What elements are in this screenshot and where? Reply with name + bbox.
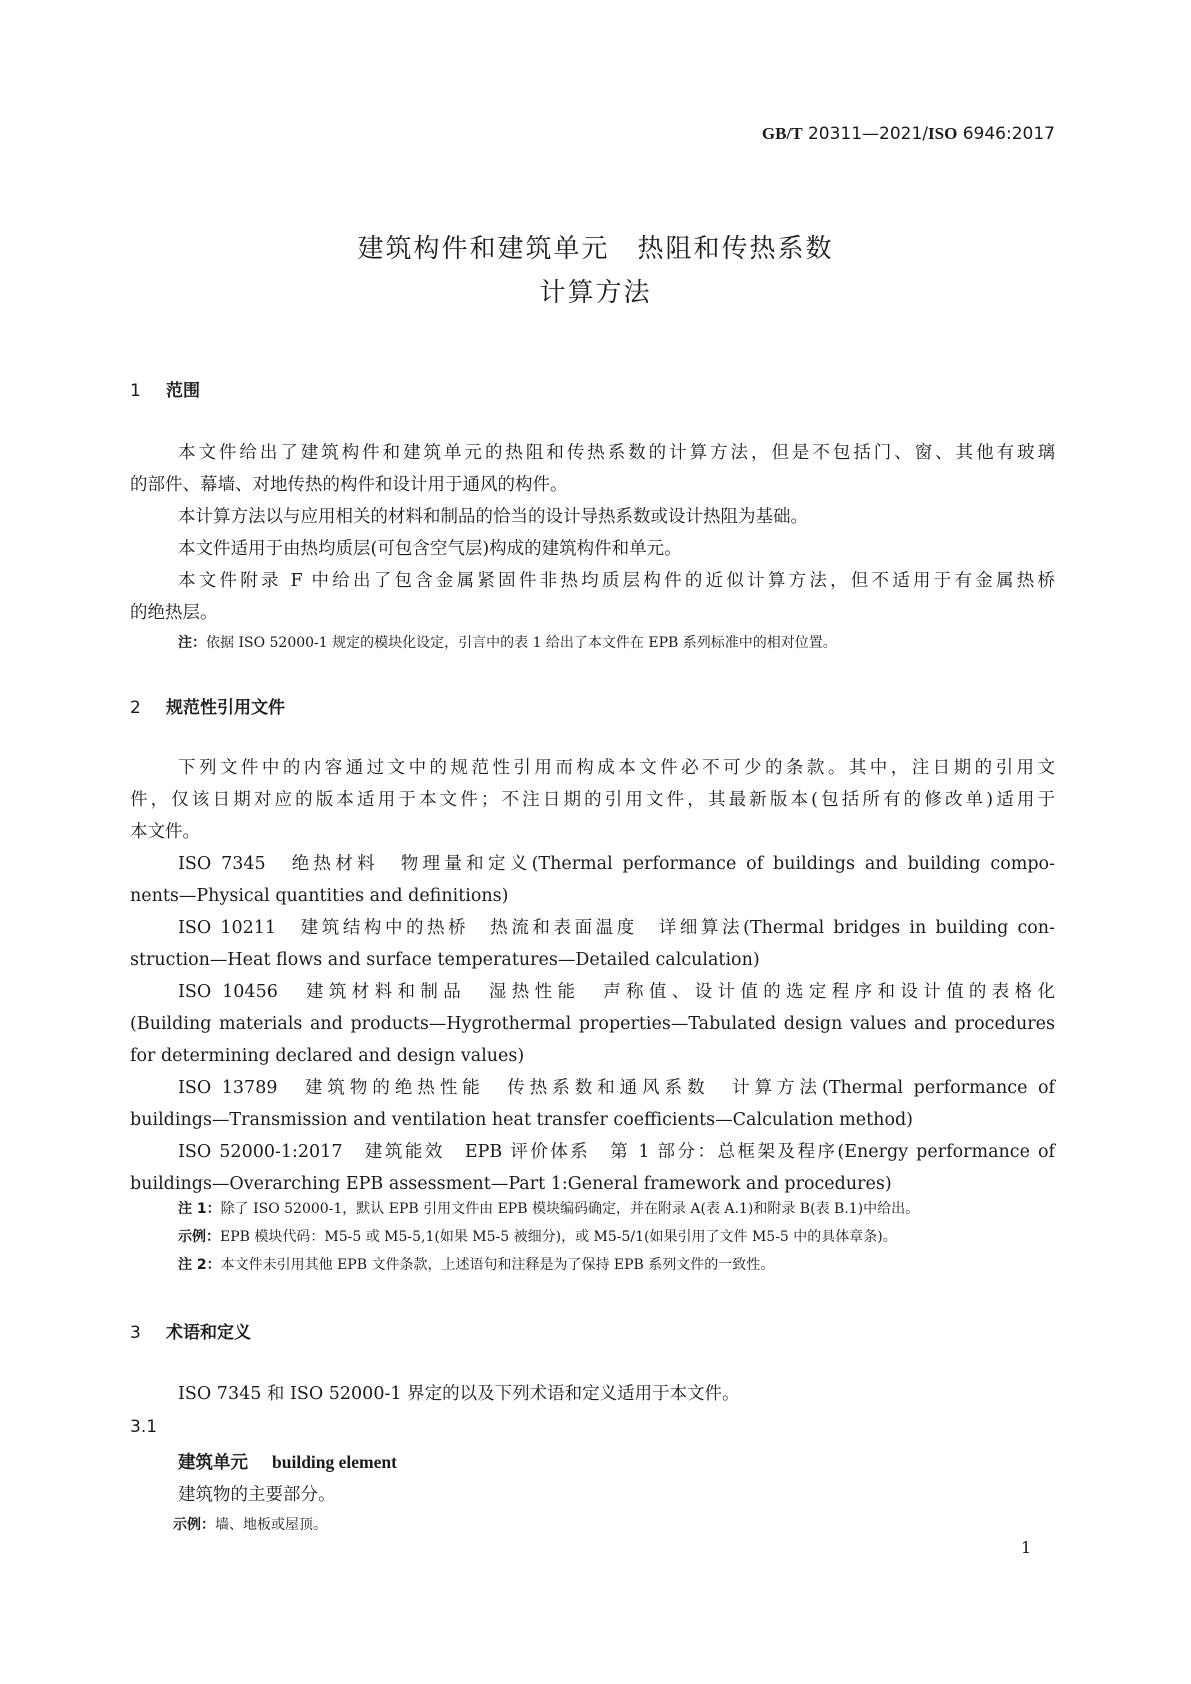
note-label: 注 2： xyxy=(178,1257,221,1273)
example-text: 墙、地板或屋顶。 xyxy=(215,1517,327,1533)
note-text: 依据 ISO 52000-1 规定的模块化设定，引言中的表 1 给出了本文件在 EPB 系列标准中的相对位置。 xyxy=(206,635,837,651)
section-title: 术语和定义 xyxy=(166,1323,251,1343)
example-text: EPB 模块代码：M5-5 或 M5-5,1(如果 M5-5 被细分)，或 M5-5/1(如果引用了文件 M5-5 中的具体章条)。 xyxy=(220,1229,897,1245)
paragraph-line: 件，仅该日期对应的版本适用于本文件；不注日期的引用文件，其最新版本(包括所有的修改单)适用于 xyxy=(130,790,1055,810)
reference-entry-iso10456-cont: for determining declared and design values) xyxy=(130,1046,525,1066)
section-title: 范围 xyxy=(166,381,200,401)
section-2-example xyxy=(178,1224,897,1250)
term-example xyxy=(173,1512,327,1538)
section-2-note-1 xyxy=(178,1196,919,1222)
note-label: 注 1： xyxy=(178,1201,221,1217)
reference-entry-iso10211-cont: struction—Heat flows and surface temperatures—Detailed calculation) xyxy=(130,950,760,970)
section-number: 2 xyxy=(130,698,141,718)
note-label: 注： xyxy=(178,635,206,651)
reference-entry-iso10456: ISO 10456 建筑材料和制品 湿热性能 声称值、设计值的选定程序和设计值的表格化 xyxy=(178,982,1055,1002)
section-2-heading xyxy=(130,693,285,718)
example-label: 示例： xyxy=(173,1517,215,1533)
paragraph: 本文件适用于由热均质层(可包含空气层)构成的建筑构件和单元。 xyxy=(178,539,682,559)
term-heading xyxy=(178,1449,397,1474)
paragraph-line: 本文件附录 F 中给出了包含金属紧固件非热均质层构件的近似计算方法，但不适用于有金属热桥 xyxy=(178,571,1055,591)
section-title: 规范性引用文件 xyxy=(166,698,285,718)
reference-entry-iso52000-cont: buildings—Overarching EPB assessment—Part 1:General framework and procedures) xyxy=(130,1174,892,1194)
reference-entry-iso7345: ISO 7345 绝热材料 物理量和定义(Thermal performance of buildings and building compo- xyxy=(178,854,1055,874)
section-1-heading xyxy=(130,376,200,401)
section-1-note xyxy=(178,630,837,656)
term-chinese: 建筑单元 xyxy=(178,1453,248,1473)
clause-number: 3.1 xyxy=(130,1417,158,1437)
paragraph-line: 的部件、幕墙、对地传热的构件和设计用于通风的构件。 xyxy=(130,475,568,495)
paragraph: 本计算方法以与应用相关的材料和制品的恰当的设计导热系数或设计热阻为基础。 xyxy=(178,507,808,527)
std-number: 20311—2021/ xyxy=(807,124,929,144)
paragraph-line: 本文件。 xyxy=(130,822,200,842)
paragraph: ISO 7345 和 ISO 52000-1 界定的以及下列术语和定义适用于本文件。 xyxy=(178,1384,740,1404)
paragraph-line: 的绝热层。 xyxy=(130,603,218,623)
note-text: 除了 ISO 52000-1，默认 EPB 引用文件由 EPB 模块编码确定，并在附录 A(表 A.1)和附录 B(表 B.1)中给出。 xyxy=(220,1201,920,1217)
paragraph-line: 下列文件中的内容通过文中的规范性引用而构成本文件必不可少的条款。其中，注日期的引用文 xyxy=(178,758,1055,778)
reference-entry-iso10456-cont: (Building materials and products—Hygrothermal properties—Tabulated design values and procedures xyxy=(130,1014,1055,1034)
std-prefix: GB/T xyxy=(761,124,803,143)
reference-entry-iso52000: ISO 52000-1:2017 建筑能效 EPB 评价体系 第 1 部分：总框架及程序(Energy performance of xyxy=(178,1142,1055,1162)
document-title-line2: 计算方法 xyxy=(539,278,652,308)
term-english: building element xyxy=(272,1452,397,1472)
standard-header xyxy=(762,124,1055,144)
section-1-body xyxy=(130,437,1055,629)
iso-number: 6946:2017 xyxy=(962,124,1055,144)
section-number: 3 xyxy=(130,1323,141,1343)
iso-prefix: ISO xyxy=(928,124,958,143)
page-number: 1 xyxy=(1021,1538,1032,1557)
section-3-intro xyxy=(130,1378,1055,1410)
example-label: 示例： xyxy=(178,1229,220,1245)
term-definition: 建筑物的主要部分。 xyxy=(178,1485,336,1505)
section-2-note-2 xyxy=(178,1252,774,1278)
reference-entry-iso13789: ISO 13789 建筑物的绝热性能 传热系数和通风系数 计算方法(Thermal performance of xyxy=(178,1078,1055,1098)
reference-entry-iso13789-cont: buildings—Transmission and ventilation heat transfer coefficients—Calculation method) xyxy=(130,1110,914,1130)
paragraph-line: 本文件给出了建筑构件和建筑单元的热阻和传热系数的计算方法，但是不包括门、窗、其他有玻璃 xyxy=(178,443,1055,463)
section-number: 1 xyxy=(130,381,141,401)
section-3-heading xyxy=(130,1318,251,1343)
note-text: 本文件未引用其他 EPB 文件条款，上述语句和注释是为了保持 EPB 系列文件的一致性。 xyxy=(220,1257,775,1273)
reference-entry-iso7345-cont: nents—Physical quantities and definitions) xyxy=(130,886,509,906)
reference-entry-iso10211: ISO 10211 建筑结构中的热桥 热流和表面温度 详细算法(Thermal bridges in building con- xyxy=(178,918,1055,938)
section-2-body xyxy=(130,752,1055,1200)
document-title-line1: 建筑构件和建筑单元 热阻和传热系数 xyxy=(357,234,834,264)
